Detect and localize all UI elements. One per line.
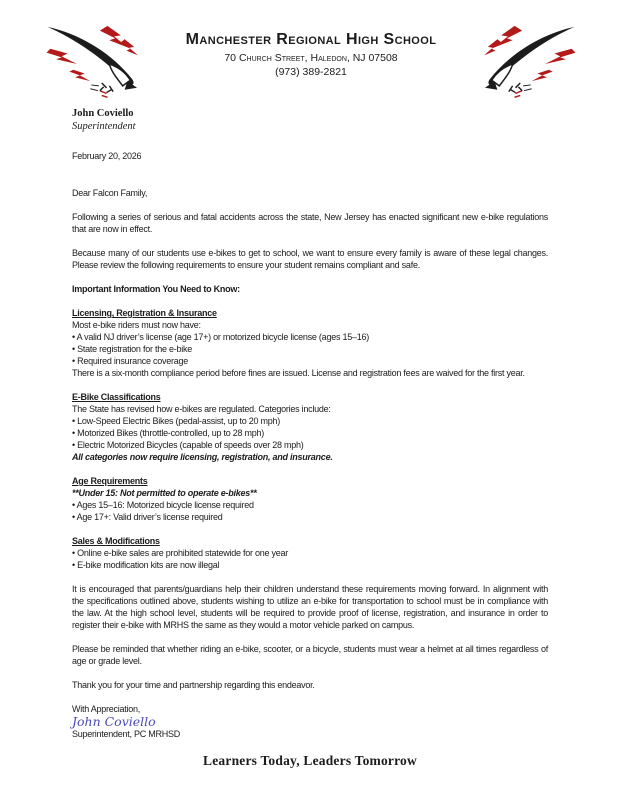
signature: John Coviello (72, 714, 156, 729)
important-heading: Important Information You Need to Know: (72, 284, 240, 294)
school-name: Manchester Regional High School (185, 31, 437, 48)
section-sales-modifications (72, 535, 548, 571)
letterhead-text (150, 24, 472, 78)
section-note: There is a six-month compliance period before fines are issued. License and registration fees are waived for the first year. (72, 368, 525, 378)
school-phone: (973) 389-2821 (275, 66, 347, 78)
salutation: Dear Falcon Family, (72, 188, 148, 198)
school-address: 70 Church Street, Haledon, NJ 07508 (224, 52, 398, 64)
intro-paragraph: Because many of our students use e-bikes to get to school, we want to ensure every family is aware of these legal changes. Please review the following requirements to ensure your student remains compliant and safe. (72, 248, 548, 270)
section-heading: E-Bike Classifications (72, 392, 161, 402)
section-heading: Licensing, Registration & Insurance (72, 308, 217, 318)
signoff: Superintendent, PC MRHSD (72, 729, 181, 739)
official-title: Superintendent (72, 120, 136, 132)
bullet-item: • A valid NJ driver’s license (age 17+) or motorized bicycle license (ages 15–16) (72, 332, 369, 342)
letter-date: February 20, 2026 (72, 151, 142, 161)
bullet-item: • Ages 15–16: Motorized bicycle license required (72, 500, 254, 510)
closing-paragraph: Please be reminded that whether riding an e-bike, scooter, or a bicycle, students must wear a helmet at all times regardless of age or grade level. (72, 644, 548, 666)
bullet-item: • Low-Speed Electric Bikes (pedal-assist, up to 20 mph) (72, 416, 281, 426)
bullet-item: • Online e-bike sales are prohibited statewide for one year (72, 548, 289, 558)
closing-paragraph: Thank you for your time and partnership regarding this endeavor. (72, 680, 315, 690)
footer-slogan: Learners Today, Leaders Tomorrow (203, 753, 417, 768)
section-licensing (72, 307, 548, 379)
valediction: With Appreciation, (72, 704, 141, 714)
section-intro: Most e-bike riders must now have: (72, 320, 201, 330)
bullet-item: • Motorized Bikes (throttle-controlled, up to 28 mph) (72, 428, 264, 438)
bullet-item: • State registration for the e-bike (72, 344, 192, 354)
official-name: John Coviello (72, 108, 134, 119)
closing-paragraph: It is encouraged that parents/guardians help their children understand these requirements moving forward. In alignment with the specifications outlined above, students wishing to utilize an e-bike for transportation to school must be in compliance with the law. At the high school level, students will be required to provide proof of license, registration, and insurance in order to register their e-bike with MRHS the same as they would a motor vehicle parked on campus. (72, 584, 548, 630)
official-block (72, 108, 548, 133)
bullet-item: • Age 17+: Valid driver’s license required (72, 512, 223, 522)
bullet-item: • Required insurance coverage (72, 356, 188, 366)
emphasis-note: All categories now require licensing, registration, and insurance. (72, 452, 333, 462)
intro-paragraph: Following a series of serious and fatal accidents across the state, New Jersey has enacted significant new e-bike regulations that are now in effect. (72, 212, 548, 234)
falcon-logo-left-icon (44, 24, 150, 104)
section-heading: Sales & Modifications (72, 536, 160, 546)
bullet-item: • Electric Motorized Bicycles (capable of speeds over 28 mph) (72, 440, 304, 450)
falcon-logo-right-icon (472, 24, 578, 104)
section-classifications (72, 391, 548, 463)
section-heading: Age Requirements (72, 476, 148, 486)
age-restriction-note: **Under 15: Not permitted to operate e-bikes** (72, 488, 257, 498)
bullet-item: • E-bike modification kits are now illegal (72, 560, 220, 570)
letterhead (0, 0, 618, 104)
section-age-requirements (72, 475, 548, 523)
section-intro: The State has revised how e-bikes are regulated. Categories include: (72, 404, 331, 414)
